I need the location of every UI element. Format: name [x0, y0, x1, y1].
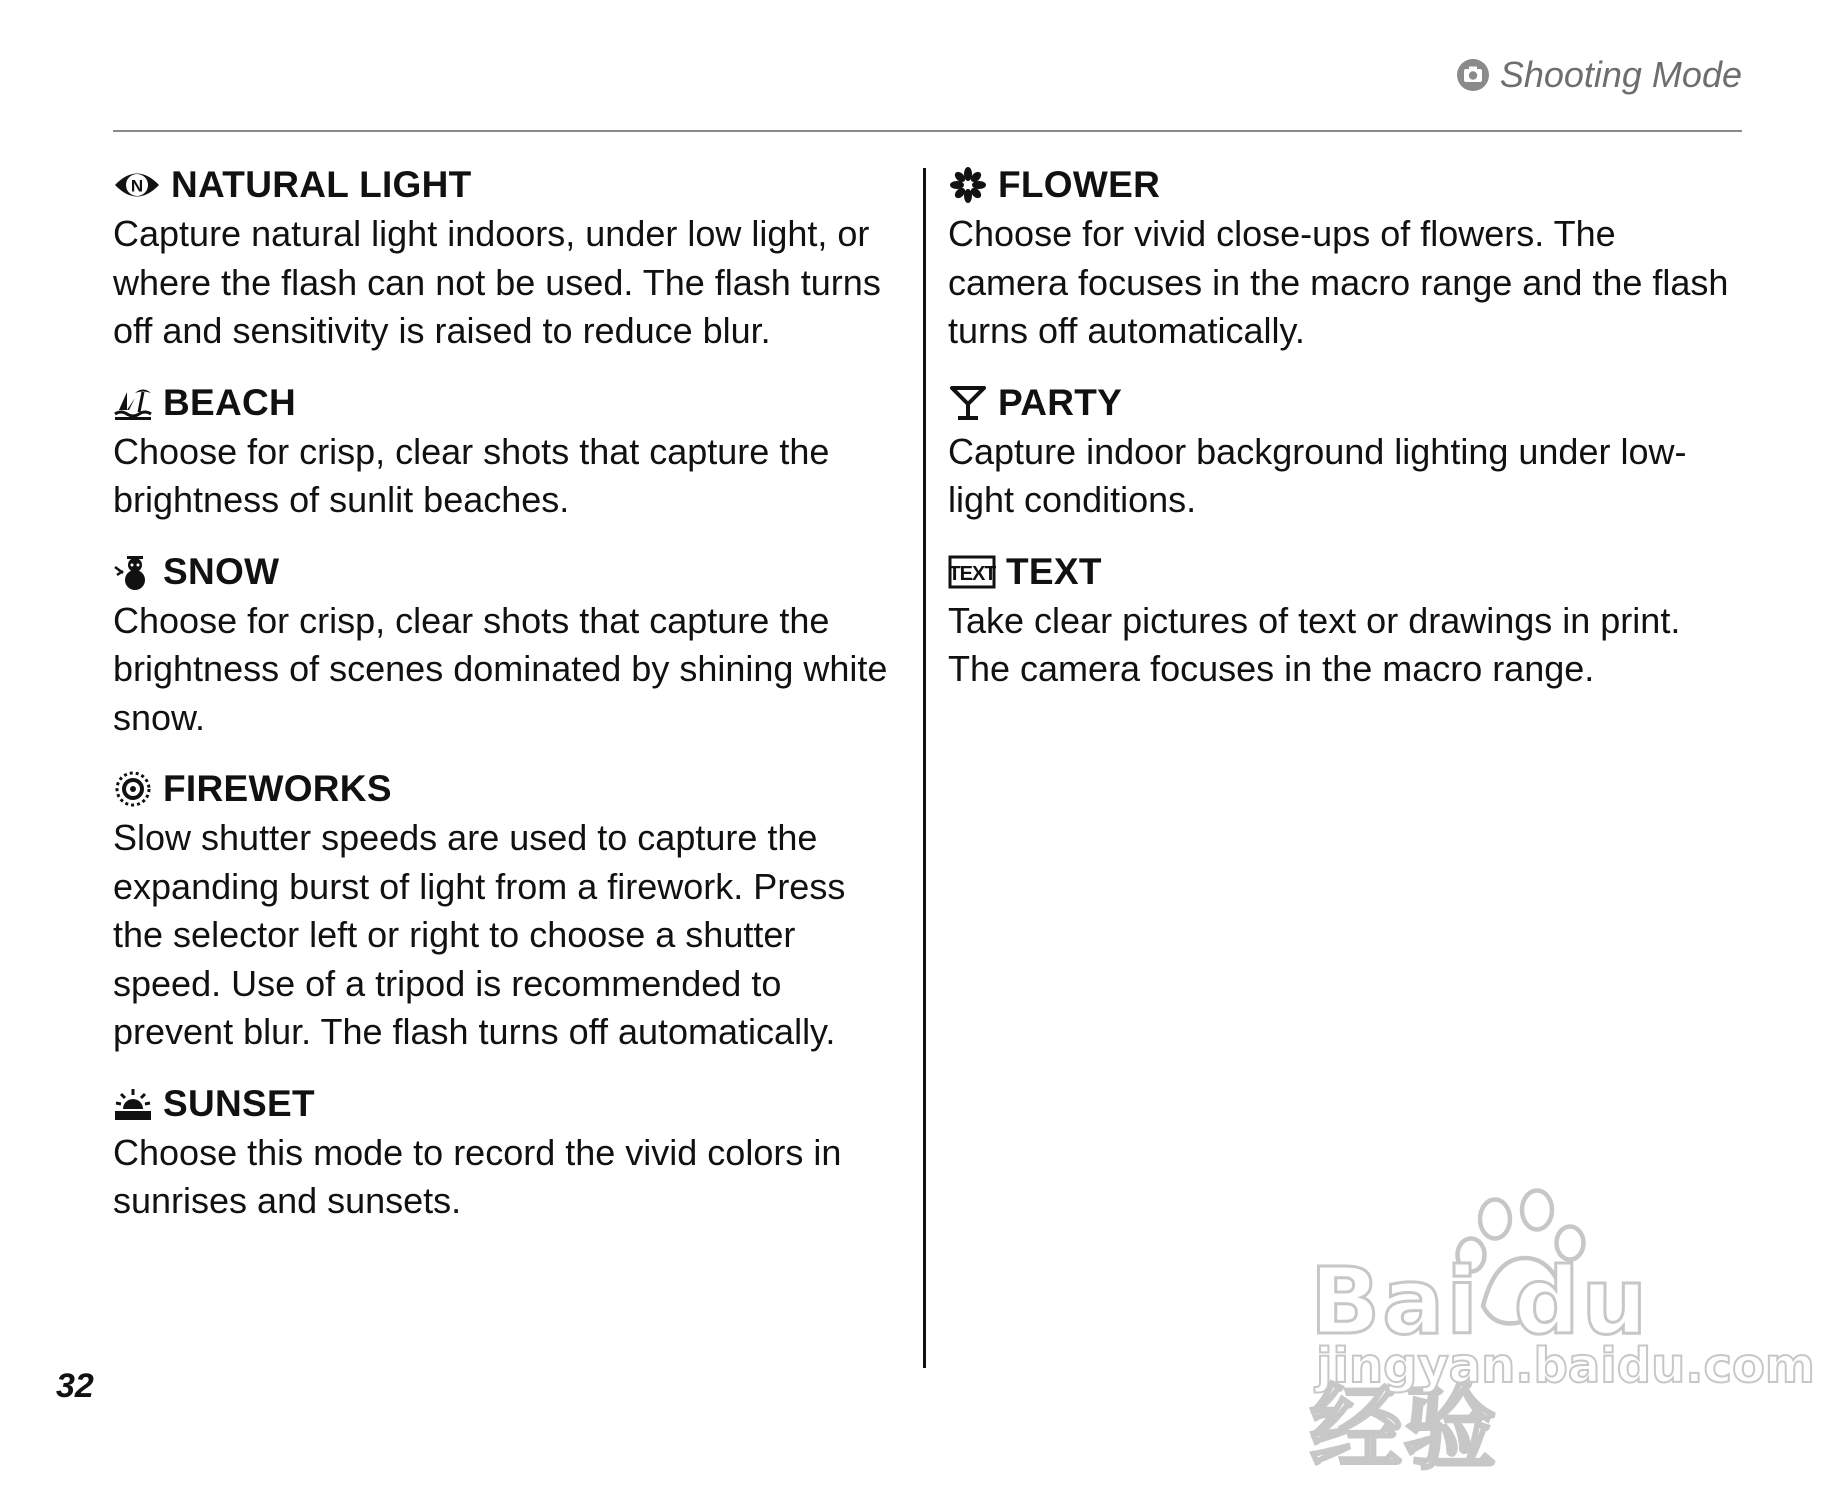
snow-icon [113, 553, 153, 591]
mode-entry-fireworks [113, 764, 913, 1057]
mode-title: BEACH [163, 381, 297, 423]
svg-text:TEXT: TEXT [948, 562, 996, 585]
natural-light-icon [113, 166, 161, 204]
running-header [1456, 54, 1742, 96]
header-title: Shooting Mode [1499, 54, 1742, 95]
header-rule [113, 130, 1742, 132]
mode-title: TEXT [1006, 550, 1102, 592]
mode-description: Choose for crisp, clear shots that capture the brightness of sunlit beaches. [113, 430, 830, 520]
mode-description: Choose for vivid close-ups of flowers. The camera focuses in the macro range and the flash turns off automatically. [948, 213, 1729, 351]
fireworks-icon [113, 770, 153, 808]
mode-entry-sunset [113, 1079, 913, 1226]
watermark-url: jingyan.baidu.com [1316, 1338, 1815, 1394]
mode-description: Slow shutter speeds are used to capture the expanding burst of light from a firework. Press the selector left or right to choose a shutter speed. Use of a tripod is recommended to prevent blur. The flash turns off automatically. [113, 817, 846, 1052]
mode-description: Choose for crisp, clear shots that capture the brightness of scenes dominated by shining white snow. [113, 599, 888, 738]
mode-description: Choose this mode to record the vivid colors in sunrises and sunsets. [113, 1131, 842, 1221]
mode-entry-flower [948, 160, 1748, 356]
flower-icon [948, 166, 988, 204]
column-divider [923, 168, 926, 1368]
mode-title: FIREWORKS [163, 768, 392, 809]
mode-entry-text [948, 547, 1748, 694]
party-icon [948, 384, 988, 422]
mode-title: SNOW [163, 550, 280, 592]
mode-title: PARTY [998, 381, 1123, 423]
mode-entry-natural-light [113, 160, 913, 356]
mode-entry-party [948, 378, 1748, 525]
mode-entry-snow [113, 547, 913, 743]
right-column [948, 160, 1748, 716]
mode-description: Capture natural light indoors, under low light, or where the flash can not be used. The flash turns off and sensitivity is raised to reduce blur. [113, 213, 881, 351]
baidu-watermark [1300, 1178, 1815, 1482]
page-number: 32 [56, 1367, 94, 1405]
mode-entry-beach [113, 378, 913, 525]
sunset-icon [113, 1085, 153, 1123]
mode-description: Take clear pictures of text or drawings in print. The camera focuses in the macro range. [948, 599, 1681, 689]
watermark-main-text: Bai du 经验 [1310, 1248, 1650, 1482]
beach-icon [113, 384, 153, 422]
mode-title: NATURAL LIGHT [171, 164, 472, 205]
camera-circle-icon [1456, 58, 1490, 92]
mode-title: FLOWER [998, 164, 1161, 205]
mode-title: SUNSET [163, 1082, 315, 1124]
left-column [113, 160, 913, 1248]
mode-description: Capture indoor background lighting under low- light conditions. [948, 430, 1687, 520]
svg-text:N: N [130, 176, 144, 196]
text-mode-icon [948, 553, 996, 591]
